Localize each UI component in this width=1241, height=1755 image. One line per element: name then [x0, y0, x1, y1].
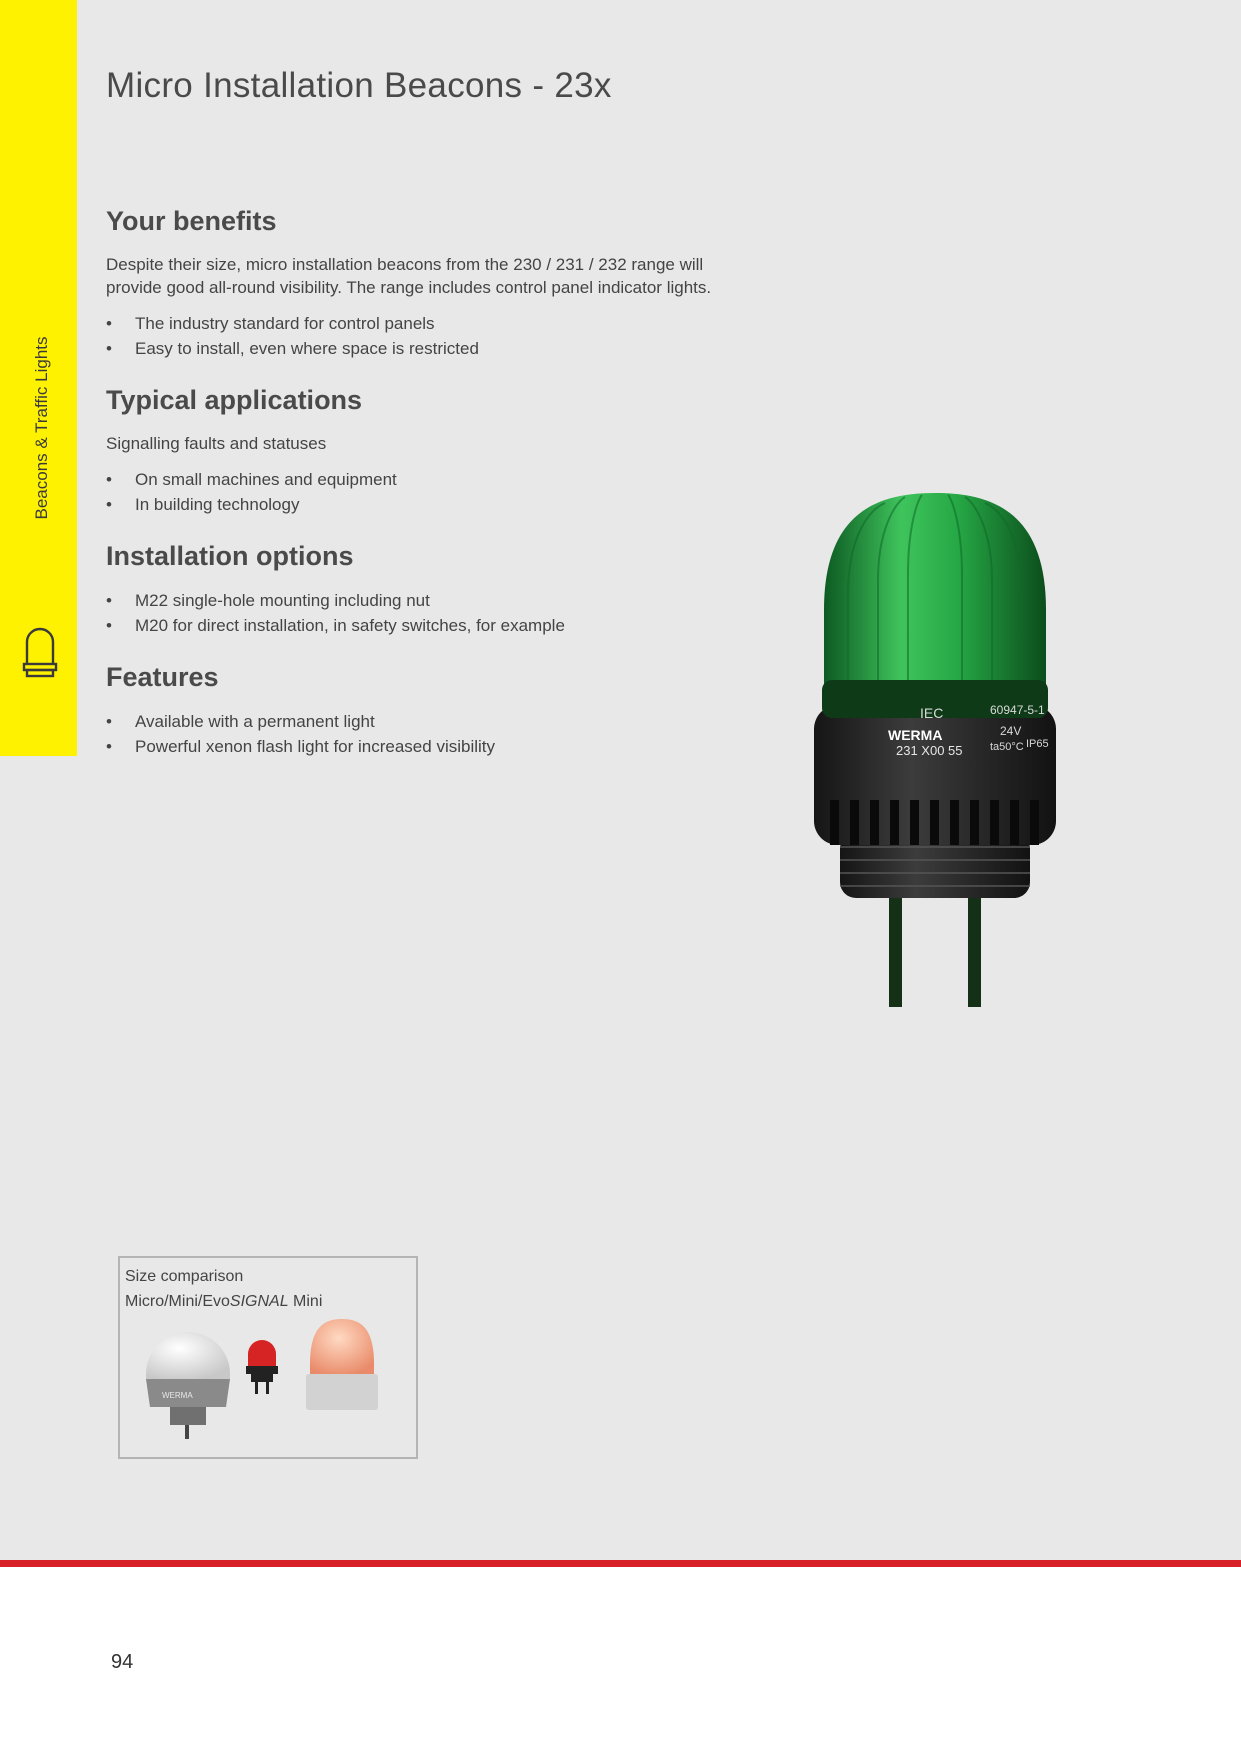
installation-section [106, 541, 806, 638]
product-label-standard: 60947-5-1 [990, 703, 1045, 717]
content [106, 206, 806, 783]
product-label-voltage: 24V [1000, 724, 1022, 738]
list-item: • The industry standard for control panels [106, 311, 806, 336]
product-label-model: 231 X00 55 [896, 743, 963, 758]
installation-heading: Installation options [106, 541, 354, 571]
benefits-section [106, 206, 806, 361]
product-label-iec: IEC [920, 705, 944, 721]
applications-section [106, 385, 806, 517]
benefits-list [106, 311, 806, 361]
features-section [106, 662, 806, 759]
list-item: • M22 single-hole mounting including nut [106, 588, 806, 613]
installation-list [106, 588, 806, 638]
footer-rule [0, 1560, 1241, 1567]
applications-list [106, 467, 806, 517]
size-comparison-box [118, 1256, 418, 1459]
applications-intro: Signalling faults and statuses [106, 434, 327, 453]
size-comparison-line2-italic: SIGNAL [229, 1293, 289, 1310]
list-item: • Available with a permanent light [106, 709, 806, 734]
side-tab [0, 0, 77, 756]
benefits-intro-line1: Despite their size, micro installation beacons from the 230 / 231 / 232 range will [106, 255, 704, 274]
list-item: • Powerful xenon flash light for increased visibility [106, 734, 806, 759]
features-heading: Features [106, 662, 219, 692]
product-label-temp: ta50°C [990, 741, 1024, 753]
product-image [800, 485, 1070, 1025]
size-comparison-image [140, 1314, 400, 1444]
size-comparison-line2-suffix: Mini [288, 1293, 323, 1310]
size-comparison-caption [125, 1264, 322, 1314]
size-comparison-brand: WERMA [162, 1391, 193, 1400]
list-item: • On small machines and equipment [106, 467, 806, 492]
page-number: 94 [111, 1651, 134, 1673]
list-item: • In building technology [106, 492, 806, 517]
product-label-ip: IP65 [1026, 738, 1049, 750]
benefits-intro [106, 253, 806, 299]
size-comparison-line2-prefix: Micro/Mini/Evo [125, 1293, 230, 1310]
list-item: • Easy to install, even where space is restricted [106, 336, 806, 361]
side-tab-label: Beacons & Traffic Lights [32, 336, 51, 520]
page-title: Micro Installation Beacons - 23x [106, 66, 612, 105]
benefits-heading: Your benefits [106, 206, 277, 236]
product-label-brand: WERMA [888, 727, 943, 743]
beacon-icon [22, 620, 58, 680]
features-list [106, 709, 806, 759]
list-item: • M20 for direct installation, in safety switches, for example [106, 613, 806, 638]
size-comparison-line1: Size comparison [125, 1268, 244, 1285]
applications-heading: Typical applications [106, 385, 363, 415]
benefits-intro-line2: provide good all-round visibility. The range includes control panel indicator lights. [106, 278, 712, 297]
